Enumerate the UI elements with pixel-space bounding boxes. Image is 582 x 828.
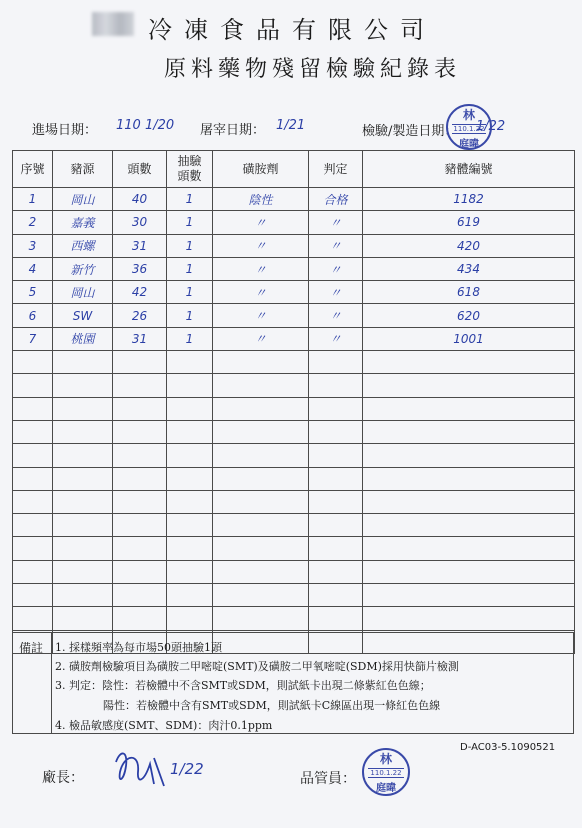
cell-carcass-id bbox=[363, 420, 575, 443]
cell-pig-source: 嘉義 bbox=[53, 211, 113, 234]
cell-serial bbox=[13, 560, 53, 583]
cell-result bbox=[309, 607, 363, 630]
cell-carcass-id bbox=[363, 560, 575, 583]
cell-head-count: 36 bbox=[113, 257, 167, 280]
table-row bbox=[13, 467, 575, 490]
cell-sampled-count: 1 bbox=[167, 327, 213, 350]
cell-result bbox=[309, 467, 363, 490]
cell-result: 合格 bbox=[309, 188, 363, 211]
company-name: 冷凍食品有限公司 bbox=[148, 16, 436, 44]
cell-sampled-count bbox=[167, 607, 213, 630]
header-serial: 序號 bbox=[13, 151, 53, 188]
slaughter-date-label: 屠宰日期： bbox=[200, 123, 266, 138]
cell-result bbox=[309, 584, 363, 607]
cell-sampled-count bbox=[167, 420, 213, 443]
slaughter-date-value: 1/21 bbox=[276, 118, 306, 133]
cell-head-count: 40 bbox=[113, 188, 167, 211]
table-row bbox=[13, 327, 575, 350]
cell-result: 〃 bbox=[309, 234, 363, 257]
cell-sulfonamide: 〃 bbox=[213, 257, 309, 280]
table-row bbox=[13, 188, 575, 211]
table-row bbox=[13, 444, 575, 467]
cell-sulfonamide bbox=[213, 374, 309, 397]
cell-sulfonamide bbox=[213, 514, 309, 537]
header-pig-source: 豬源 bbox=[53, 151, 113, 188]
cell-sulfonamide: 〃 bbox=[213, 327, 309, 350]
table-row bbox=[13, 560, 575, 583]
table-row bbox=[13, 537, 575, 560]
cell-pig-source: 桃園 bbox=[53, 327, 113, 350]
cell-result bbox=[309, 537, 363, 560]
cell-sampled-count: 1 bbox=[167, 188, 213, 211]
cell-serial: 4 bbox=[13, 257, 53, 280]
cell-carcass-id: 618 bbox=[363, 281, 575, 304]
table-row bbox=[13, 304, 575, 327]
table-row bbox=[13, 374, 575, 397]
cell-head-count bbox=[113, 444, 167, 467]
cell-head-count: 31 bbox=[113, 327, 167, 350]
cell-head-count bbox=[113, 607, 167, 630]
cell-serial: 5 bbox=[13, 281, 53, 304]
cell-result bbox=[309, 444, 363, 467]
cell-head-count bbox=[113, 397, 167, 420]
cell-pig-source bbox=[53, 351, 113, 374]
cell-carcass-id bbox=[363, 397, 575, 420]
table-row bbox=[13, 514, 575, 537]
cell-sampled-count bbox=[167, 397, 213, 420]
cell-result bbox=[309, 514, 363, 537]
cell-sampled-count: 1 bbox=[167, 211, 213, 234]
cell-result: 〃 bbox=[309, 257, 363, 280]
cell-serial bbox=[13, 607, 53, 630]
cell-serial bbox=[13, 537, 53, 560]
cell-carcass-id bbox=[363, 444, 575, 467]
cell-result: 〃 bbox=[309, 281, 363, 304]
cell-serial bbox=[13, 351, 53, 374]
cell-result: 〃 bbox=[309, 327, 363, 350]
cell-sulfonamide bbox=[213, 351, 309, 374]
header-head-count: 頭數 bbox=[113, 151, 167, 188]
cell-pig-source bbox=[53, 467, 113, 490]
cell-sulfonamide bbox=[213, 467, 309, 490]
cell-pig-source bbox=[53, 490, 113, 513]
cell-sampled-count: 1 bbox=[167, 257, 213, 280]
cell-sampled-count bbox=[167, 490, 213, 513]
note-item: 4. 檢品敏感度(SMT、SDM)：肉汁0.1ppm bbox=[55, 719, 273, 732]
cell-sulfonamide bbox=[213, 584, 309, 607]
cell-pig-source bbox=[53, 560, 113, 583]
cell-sulfonamide: 陰性 bbox=[213, 188, 309, 211]
header-sulfonamide: 磺胺劑 bbox=[213, 151, 309, 188]
cell-result: 〃 bbox=[309, 304, 363, 327]
cell-head-count bbox=[113, 537, 167, 560]
factory-manager-label: 廠長： bbox=[42, 770, 84, 786]
table-row bbox=[13, 490, 575, 513]
cell-sampled-count bbox=[167, 560, 213, 583]
qc-inspector-label: 品管員： bbox=[300, 771, 356, 787]
notes-section bbox=[12, 632, 574, 734]
cell-sampled-count bbox=[167, 374, 213, 397]
cell-serial bbox=[13, 584, 53, 607]
cell-sampled-count: 1 bbox=[167, 281, 213, 304]
cell-serial bbox=[13, 467, 53, 490]
cell-pig-source: 西螺 bbox=[53, 234, 113, 257]
cell-serial bbox=[13, 444, 53, 467]
cell-pig-source: SW bbox=[53, 304, 113, 327]
table-row bbox=[13, 351, 575, 374]
cell-carcass-id bbox=[363, 374, 575, 397]
note-item: 陽性：若檢體中含有SMT或SDM，則試紙卡C線區出現一條紅色色線 bbox=[103, 699, 441, 712]
cell-head-count bbox=[113, 490, 167, 513]
cell-head-count bbox=[113, 514, 167, 537]
note-item: 3. 判定：陰性：若檢體中不含SMT或SDM，則試紙卡出現二條紫紅色色線； bbox=[55, 679, 431, 692]
cell-carcass-id bbox=[363, 537, 575, 560]
cell-serial: 1 bbox=[13, 188, 53, 211]
cell-head-count bbox=[113, 584, 167, 607]
cell-serial bbox=[13, 420, 53, 443]
cell-sulfonamide: 〃 bbox=[213, 304, 309, 327]
cell-result bbox=[309, 351, 363, 374]
cell-sulfonamide: 〃 bbox=[213, 281, 309, 304]
cell-head-count bbox=[113, 374, 167, 397]
form-title: 原料藥物殘留檢驗紀錄表 bbox=[164, 57, 462, 82]
cell-sulfonamide: 〃 bbox=[213, 211, 309, 234]
cell-result: 〃 bbox=[309, 211, 363, 234]
cell-serial: 3 bbox=[13, 234, 53, 257]
cell-result bbox=[309, 490, 363, 513]
cell-pig-source: 新竹 bbox=[53, 257, 113, 280]
header-carcass-id: 豬體編號 bbox=[363, 151, 575, 188]
cell-carcass-id: 620 bbox=[363, 304, 575, 327]
cell-carcass-id: 1182 bbox=[363, 188, 575, 211]
cell-head-count: 30 bbox=[113, 211, 167, 234]
cell-serial bbox=[13, 397, 53, 420]
cell-carcass-id: 1001 bbox=[363, 327, 575, 350]
cell-head-count bbox=[113, 351, 167, 374]
cell-serial bbox=[13, 374, 53, 397]
table-row bbox=[13, 281, 575, 304]
cell-carcass-id: 420 bbox=[363, 234, 575, 257]
cell-sampled-count bbox=[167, 351, 213, 374]
cell-sampled-count bbox=[167, 444, 213, 467]
cell-sulfonamide bbox=[213, 607, 309, 630]
cell-carcass-id bbox=[363, 514, 575, 537]
cell-serial: 6 bbox=[13, 304, 53, 327]
redacted-company-name bbox=[92, 12, 134, 36]
cell-head-count: 26 bbox=[113, 304, 167, 327]
note-item: 2. 磺胺劑檢驗項目為磺胺二甲嘧啶(SMT)及磺胺二甲氧嘧啶(SDM)採用快篩片檢測 bbox=[55, 660, 459, 673]
cell-carcass-id: 434 bbox=[363, 257, 575, 280]
cell-head-count bbox=[113, 420, 167, 443]
cell-sampled-count bbox=[167, 537, 213, 560]
document-code: D-AC03-5.1090521 bbox=[460, 742, 556, 753]
cell-pig-source: 岡山 bbox=[53, 188, 113, 211]
cell-sampled-count: 1 bbox=[167, 304, 213, 327]
cell-pig-source bbox=[53, 584, 113, 607]
table-row bbox=[13, 257, 575, 280]
inspection-date-label: 檢驗/製造日期： bbox=[362, 124, 458, 139]
cell-serial: 2 bbox=[13, 211, 53, 234]
cell-pig-source bbox=[53, 374, 113, 397]
cell-result bbox=[309, 420, 363, 443]
inspection-date-value: 1/22 bbox=[476, 119, 506, 134]
cell-pig-source bbox=[53, 444, 113, 467]
cell-carcass-id bbox=[363, 584, 575, 607]
cell-sulfonamide bbox=[213, 560, 309, 583]
header-sampled-count: 抽驗頭數 bbox=[167, 151, 213, 188]
cell-head-count bbox=[113, 560, 167, 583]
arrival-date-label: 進場日期： bbox=[32, 123, 98, 138]
cell-head-count bbox=[113, 467, 167, 490]
factory-manager-date: 1/22 bbox=[170, 760, 204, 778]
table-header-row bbox=[13, 151, 575, 188]
cell-sampled-count bbox=[167, 514, 213, 537]
table-row bbox=[13, 397, 575, 420]
cell-carcass-id bbox=[363, 490, 575, 513]
cell-sulfonamide: 〃 bbox=[213, 234, 309, 257]
note-item: 1. 採樣頻率為每市場50頭抽驗1頭 bbox=[55, 641, 222, 654]
cell-carcass-id: 619 bbox=[363, 211, 575, 234]
cell-carcass-id bbox=[363, 607, 575, 630]
cell-sulfonamide bbox=[213, 397, 309, 420]
cell-result bbox=[309, 560, 363, 583]
cell-pig-source: 岡山 bbox=[53, 281, 113, 304]
cell-pig-source bbox=[53, 397, 113, 420]
cell-sulfonamide bbox=[213, 537, 309, 560]
inspector-seal-stamp: 林 110.1.22 庭暐 bbox=[446, 104, 492, 150]
cell-sampled-count: 1 bbox=[167, 234, 213, 257]
table-row bbox=[13, 420, 575, 443]
cell-head-count: 42 bbox=[113, 281, 167, 304]
cell-sulfonamide bbox=[213, 444, 309, 467]
cell-sampled-count bbox=[167, 584, 213, 607]
cell-serial: 7 bbox=[13, 327, 53, 350]
cell-pig-source bbox=[53, 420, 113, 443]
table-row bbox=[13, 584, 575, 607]
cell-result bbox=[309, 374, 363, 397]
cell-pig-source bbox=[53, 514, 113, 537]
table-row bbox=[13, 211, 575, 234]
cell-pig-source bbox=[53, 607, 113, 630]
header-result: 判定 bbox=[309, 151, 363, 188]
arrival-date-value: 110 1/20 bbox=[116, 118, 175, 133]
inspection-table bbox=[12, 150, 575, 654]
qc-seal-stamp: 林 110.1.22 庭暐 bbox=[362, 748, 410, 796]
cell-pig-source bbox=[53, 537, 113, 560]
cell-sampled-count bbox=[167, 467, 213, 490]
notes-label: 備註 bbox=[19, 641, 44, 655]
table-row bbox=[13, 234, 575, 257]
cell-carcass-id bbox=[363, 467, 575, 490]
cell-result bbox=[309, 397, 363, 420]
cell-head-count: 31 bbox=[113, 234, 167, 257]
table-row bbox=[13, 607, 575, 630]
cell-sulfonamide bbox=[213, 420, 309, 443]
cell-sulfonamide bbox=[213, 490, 309, 513]
cell-serial bbox=[13, 514, 53, 537]
cell-serial bbox=[13, 490, 53, 513]
cell-carcass-id bbox=[363, 351, 575, 374]
